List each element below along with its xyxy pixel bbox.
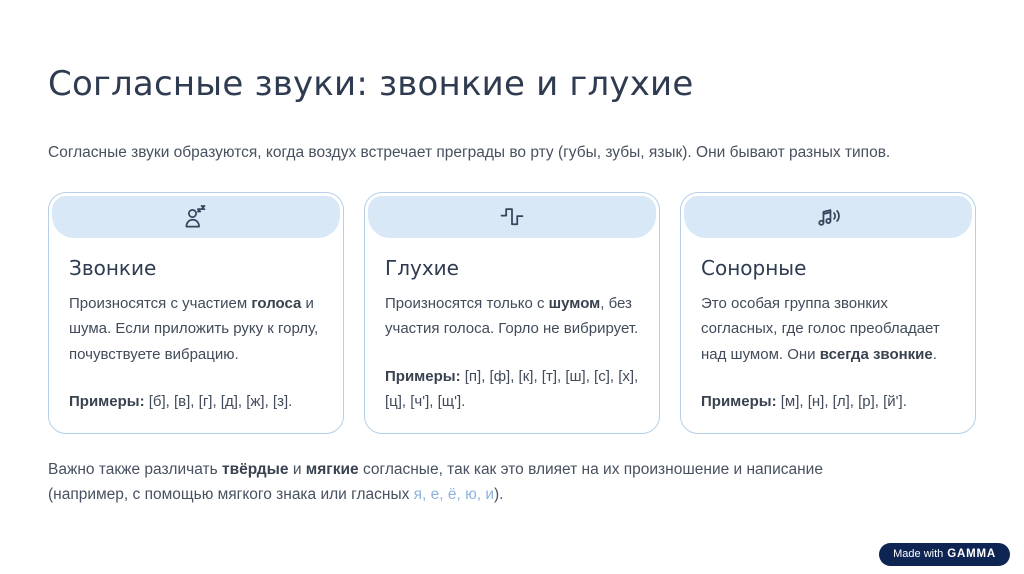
card-voiced-body — [49, 241, 343, 433]
examples-label: Примеры: — [69, 393, 145, 411]
card-voiceless — [364, 192, 660, 434]
card-voiceless-body — [365, 241, 659, 433]
text-segment: и шума. Если приложить руку к горлу, почувствуете вибрацию. — [69, 294, 319, 363]
page-title: Согласные звуки: звонкие и глухие — [48, 64, 694, 104]
text-segment: согласные, так как это влияет на их произношение и написание — [358, 460, 823, 478]
intro-paragraph: Согласные звуки образуются, когда воздух встречает преграды во рту (губы, зубы, язык). Они бывают разных типов. — [48, 143, 891, 161]
text-segment: Важно также различать — [48, 460, 222, 478]
gamma-logo: GAMMA — [947, 547, 996, 560]
text-segment-bold: голоса — [251, 294, 302, 312]
text-segment-bold: твёрдые — [221, 460, 289, 478]
text-segment: ). — [494, 486, 504, 504]
card-sonorant — [680, 192, 976, 434]
cards-row — [48, 192, 976, 434]
card-sonorant-body — [681, 241, 975, 433]
made-with-gamma-badge[interactable] — [879, 543, 1010, 567]
music-note-sound-icon — [814, 203, 842, 231]
card-voiced-examples — [69, 389, 323, 415]
card-voiceless-title: Глухие — [385, 255, 459, 280]
footer-note — [48, 457, 976, 508]
text-segment: . — [932, 345, 937, 363]
text-segment-accent: я, е, ё, ю, и — [413, 486, 495, 504]
card-sonorant-text — [701, 291, 955, 368]
card-voiced-title: Звонкие — [69, 255, 157, 280]
card-voiced-header — [52, 196, 340, 238]
examples-label: Примеры: — [701, 393, 777, 411]
card-voiced-text — [69, 291, 323, 368]
card-voiceless-text — [385, 291, 639, 342]
card-voiceless-examples — [385, 364, 639, 415]
badge-prefix: Made with — [893, 547, 944, 560]
card-voiceless-header — [368, 196, 656, 238]
card-sonorant-examples — [701, 389, 955, 415]
text-segment: (например, с помощью мягкого знака или гласных — [48, 486, 414, 504]
text-segment-bold: шумом — [548, 294, 601, 312]
examples-label: Примеры: — [385, 367, 461, 385]
text-segment: и — [288, 460, 306, 478]
card-voiced — [48, 192, 344, 434]
examples-items: [п], [ф], [к], [т], [ш], [с], [х], [ц], [ч'], [щ']. — [385, 367, 639, 411]
card-sonorant-title: Сонорные — [701, 255, 807, 280]
examples-items: [м], [н], [л], [р], [й']. — [776, 393, 907, 411]
sleeping-person-icon — [182, 203, 210, 231]
text-segment: Произносятся только с — [385, 294, 549, 312]
text-segment-bold: мягкие — [305, 460, 359, 478]
examples-items: [б], [в], [г], [д], [ж], [з]. — [144, 393, 293, 411]
text-segment: , без участия голоса. Горло не вибрирует. — [385, 294, 639, 338]
text-segment: Это особая группа звонких согласных, где голос преобладает над шумом. Они — [701, 294, 940, 363]
card-sonorant-header — [684, 196, 972, 238]
text-segment-bold: всегда звонкие — [819, 345, 933, 363]
text-segment: Произносятся с участием — [69, 294, 252, 312]
square-wave-icon — [498, 203, 526, 231]
